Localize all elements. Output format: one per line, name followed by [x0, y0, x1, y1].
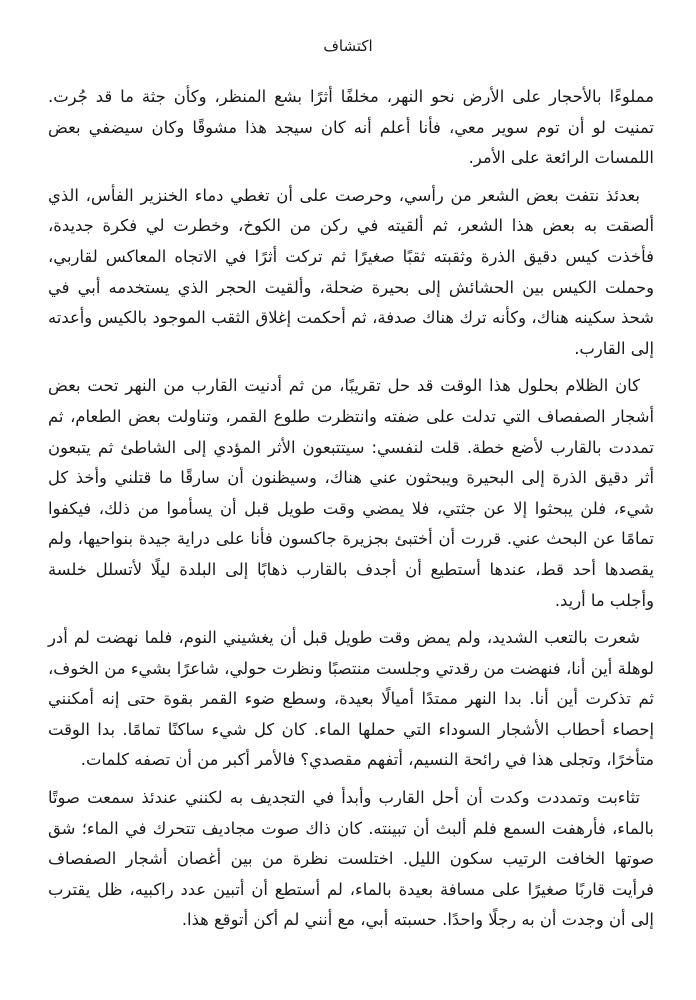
paragraph-3: كان الظلام بحلول هذا الوقت قد حل تقريبًا، من ثم أدنيت القارب من النهر تحت بعض أشجار الصفصاف التي تدلت على ضفته وانتظرت طلوع القمر، وتناولت بعض الطعام، ثم تمددت بالقارب لأضع خطة. قلت لنفسي: سيتتبعون الأثر المؤدي إلى الشاطئ ثم يتبعون أثر دقيق الذرة إلى البحيرة ويبحثون عني هناك، وسيظنون أن سارقًا ما قتلني وأخذ كل شيء، فلن يبحثوا إلا عن جثتي، فلا يمضي وقت طويل قبل أن يسأموا من ذلك، فيكفوا تمامًا عن البحث عني. قررت أن أختبئ بجزيرة جاكسون فأنا على دراية جيدة بنواحيها، ولم يقصدها أحد قط، عندها أستطيع أن أجدف بالقارب ذهابًا إلى البلدة ليلًا لأتسلل خلسة وأجلب ما أريد. [48, 376, 654, 610]
paragraph-4: شعرت بالتعب الشديد، ولم يمض وقت طويل قبل أن يغشيني النوم، فلما نهضت لم أدر لوهلة أين أنا، فنهضت من رقدتي وجلست منتصبًا ونظرت حولي، شاعرًا بشيء من الخوف، ثم تذكرت أين أنا. بدا النهر ممتدًا أميالًا بعيدة، وسطع ضوء القمر بقوة حتى إنه أمكنني إحصاء أحطاب الأشجار السوداء التي حملها الماء. كان كل شيء ساكنًا تمامًا. بدا الوقت متأخرًا، وتجلى هذا في رائحة النسيم، أتفهم مقصدي؟ فالأمر أكبر من أن تصفه كلمات. [48, 628, 654, 770]
paragraph-5: تثاءبت وتمددت وكدت أن أحل القارب وأبدأ في التجديف به لكنني عندئذ سمعت صوتًا بالماء، فأرهفت السمع فلم ألبث أن تبينته. كان ذاك صوت مجاديف تتحرك في الماء؛ شق صوتها الخافت الرتيب سكون الليل. اختلست نظرة من بين أغصان أشجار الصفصاف فرأيت قاربًا صغيرًا على مسافة بعيدة بالماء، لم أستطع أن أتبين عدد راكبيه، ظل يقترب إلى أن وجدت أن به رجلًا واحدًا. حسبته أبي، مع أنني لم أكن أتوقع هذا. [48, 788, 654, 930]
running-header [0, 36, 696, 56]
paragraph-2: بعدئذ نتفت بعض الشعر من رأسي، وحرصت على أن تغطي دماء الخنزير الفأس، الذي ألصقت به بعض هذا الشعر، ثم ألقيته في ركن من الكوخ، وخطرت لي فكرة جديدة، فأخذت كيس دقيق الذرة وثقبته ثقبًا صغيرًا ثم تركت أثرًا في الاتجاه المعاكس لقاربي، وحملت الكيس بين الحشائش إلى بحيرة ضحلة، وألقيت الحجر الذي يستخدمه أبي في شحذ سكينه هناك، وكأنه ترك هناك صدفة، ثم أحكمت إغلاق الثقب الموجود بالكيس وأعدته إلى القارب. [48, 185, 654, 358]
paragraph-1: مملوءًا بالأحجار على الأرض نحو النهر، مخلفًا أثرًا بشع المنظر، وكأن جثة ما قد جُرت. تمنيت لو أن توم سوير معي، فأنا أعلم أنه كان سيجد هذا مشوقًا وكان سيضفي بعض اللمسات الرائعة على الأمر. [48, 87, 654, 168]
page-body [48, 82, 654, 943]
chapter-title: اكتشاف [323, 37, 373, 55]
